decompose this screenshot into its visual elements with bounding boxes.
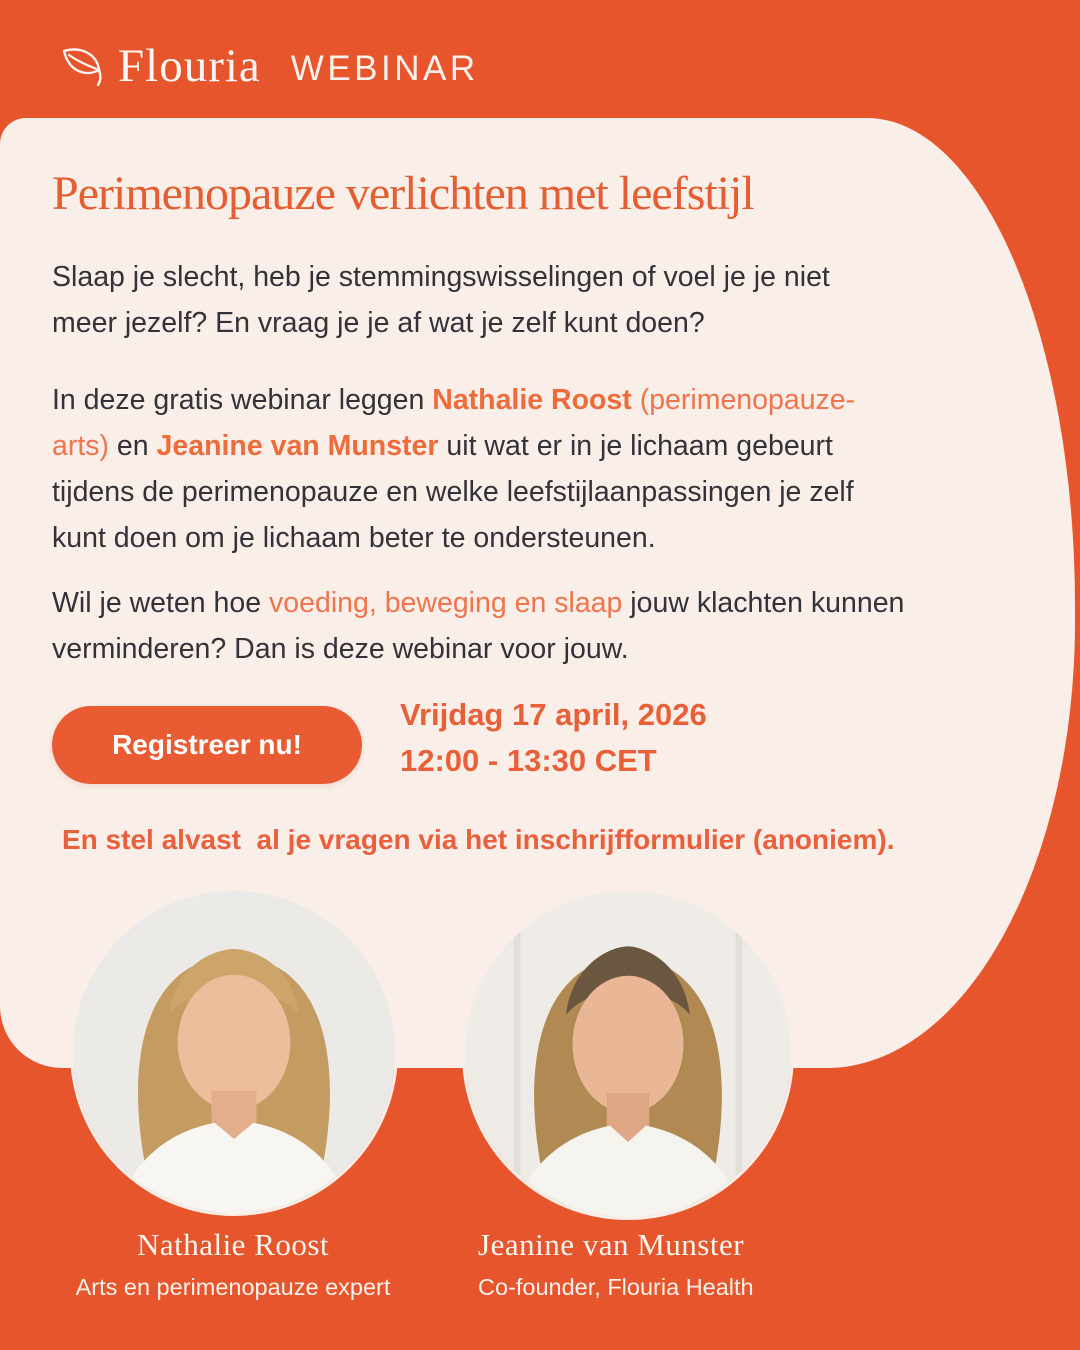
speaker-name: Jeanine van Munster	[478, 1227, 745, 1262]
brand-logo	[60, 38, 479, 94]
event-schedule	[400, 692, 707, 784]
speaker-photo-nathalie	[70, 888, 398, 1216]
intro-paragraph: Slaap je slecht, heb je stemmingswisselingen of voel je je niet meer jezelf? En vraag je je af wat je zelf kunt doen?	[52, 261, 830, 339]
cta-note: En stel alvast al je vragen via het inschrijfformulier (anoniem).	[62, 824, 895, 855]
webinar-label: WEBINAR	[290, 48, 479, 88]
page-title: Perimenopauze verlichten met leefstijl	[52, 167, 754, 220]
event-time: 12:00 - 13:30 CET	[400, 743, 657, 778]
question-paragraph: Wil je weten hoe voeding, beweging en slaap jouw klachten kunnen verminderen? Dan is deze webinar voor jouw.	[52, 587, 905, 665]
brand-name: Flouria	[118, 39, 261, 92]
body-paragraph: In deze gratis webinar leggen Nathalie Roost (perimenopauze- arts) en Jeanine van Munster uit wat er in je lichaam gebeurt tijdens de perimenopauze en welke leefstijlaanpassingen je zelf kunt doen om je lichaam beter te ondersteunen.	[52, 384, 856, 554]
speaker-photo-jeanine	[462, 888, 794, 1220]
leaf-icon	[60, 44, 106, 90]
register-button[interactable]: Registreer nu!	[52, 706, 362, 784]
speaker-role: Arts en perimenopauze expert	[75, 1274, 391, 1300]
speaker-caption-jeanine	[478, 1226, 898, 1302]
speaker-name: Nathalie Roost	[136, 1227, 330, 1262]
event-date: Vrijdag 17 april, 2026	[400, 697, 707, 732]
speaker-role: Co-founder, Flouria Health	[478, 1274, 754, 1300]
speaker-caption-nathalie	[33, 1226, 433, 1302]
